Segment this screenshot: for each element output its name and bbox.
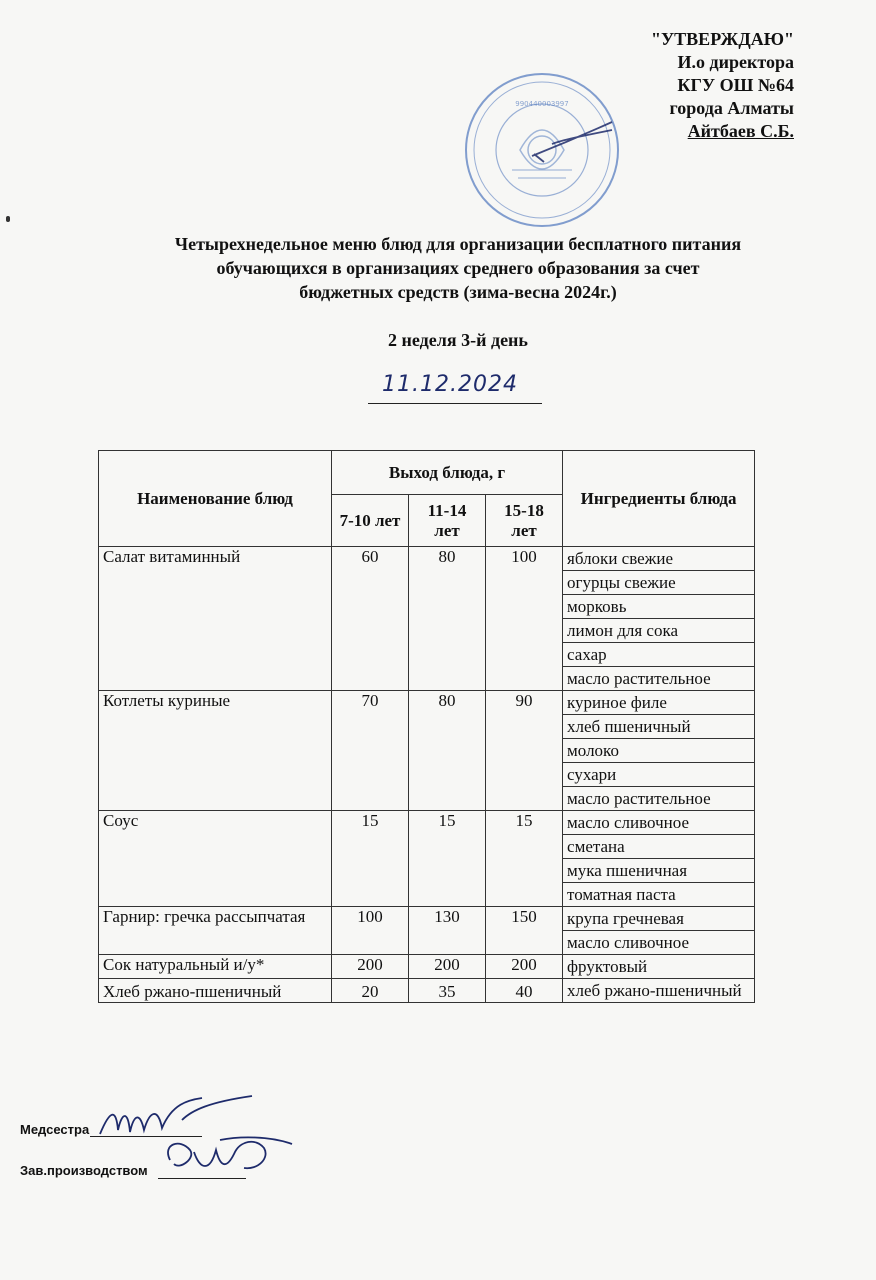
title-line-1: Четырехнедельное меню блюд для организации бесплатного питания	[174, 234, 742, 254]
ingredient: масло растительное	[563, 667, 755, 691]
yield-7-10: 100	[332, 907, 409, 955]
ingredient: морковь	[563, 595, 755, 619]
yield-11-14: 35	[409, 979, 486, 1003]
approval-director-name: Айтбаев С.Б.	[687, 121, 794, 141]
ingredient: молоко	[563, 739, 755, 763]
ingredient: сухари	[563, 763, 755, 787]
approval-block	[638, 28, 794, 143]
ingredient: фруктовый	[563, 955, 755, 979]
approval-heading: "УТВЕРЖДАЮ"	[650, 29, 794, 49]
yield-11-14: 80	[409, 547, 486, 691]
ingredient: масло сливочное	[563, 811, 755, 835]
date-text: 11.12.2024	[382, 372, 518, 397]
yield-11-14: 80	[409, 691, 486, 811]
dish-name: Хлеб ржано-пшеничный	[99, 979, 332, 1003]
yield-15-18: 200	[486, 955, 563, 979]
menu-table-body	[99, 547, 755, 1003]
stamp-number: 990440003997	[515, 100, 569, 108]
dish-row	[99, 979, 755, 1003]
ingredient: сметана	[563, 835, 755, 859]
yield-15-18: 90	[486, 691, 563, 811]
yield-7-10: 200	[332, 955, 409, 979]
dish-name: Котлеты куриные	[99, 691, 332, 811]
approval-city: города Алматы	[669, 98, 794, 118]
ingredient: яблоки свежие	[563, 547, 755, 571]
ingredient: хлеб ржано-пшеничный	[563, 979, 755, 1003]
yield-7-10: 20	[332, 979, 409, 1003]
nurse-label: Медсестра	[20, 1122, 90, 1137]
header-ingredients: Ингредиенты блюда	[563, 451, 755, 547]
ingredient: сахар	[563, 643, 755, 667]
week-day-subtitle: 2 неделя 3-й день	[388, 330, 528, 350]
dish-row	[99, 811, 755, 835]
yield-11-14: 200	[409, 955, 486, 979]
dish-name: Сок натуральный и/у*	[99, 955, 332, 979]
header-yield: Выход блюда, г	[332, 451, 563, 495]
yield-7-10: 60	[332, 547, 409, 691]
document-title	[80, 232, 836, 304]
approval-position: И.о директора	[677, 52, 794, 72]
yield-15-18: 15	[486, 811, 563, 907]
dish-row	[99, 691, 755, 715]
yield-11-14: 130	[409, 907, 486, 955]
ingredient: масло растительное	[563, 787, 755, 811]
yield-7-10: 15	[332, 811, 409, 907]
manager-signature	[160, 1130, 300, 1186]
yield-11-14: 15	[409, 811, 486, 907]
approval-organization: КГУ ОШ №64	[677, 75, 794, 95]
ingredient: куриное филе	[563, 691, 755, 715]
dish-row	[99, 907, 755, 931]
production-manager-label: Зав.производством	[20, 1163, 148, 1178]
ingredient: мука пшеничная	[563, 859, 755, 883]
handwritten-date	[368, 368, 542, 408]
header-age-7-10: 7-10 лет	[332, 495, 409, 547]
yield-7-10: 70	[332, 691, 409, 811]
header-dish-name: Наименование блюд	[99, 451, 332, 547]
ingredient: лимон для сока	[563, 619, 755, 643]
date-underline	[368, 403, 542, 404]
yield-15-18: 40	[486, 979, 563, 1003]
dish-name: Соус	[99, 811, 332, 907]
header-age-15-18: 15-18 лет	[486, 495, 563, 547]
menu-table	[98, 450, 755, 1003]
header-age-11-14: 11-14 лет	[409, 495, 486, 547]
ingredient: томатная паста	[563, 883, 755, 907]
title-line-2: обучающихся в организациях среднего образования за счет	[216, 258, 700, 278]
paper-speck	[6, 216, 10, 222]
dish-row	[99, 955, 755, 979]
ingredient: крупа гречневая	[563, 907, 755, 931]
ingredient: огурцы свежие	[563, 571, 755, 595]
official-stamp	[462, 70, 622, 230]
dish-row	[99, 547, 755, 571]
yield-15-18: 100	[486, 547, 563, 691]
yield-15-18: 150	[486, 907, 563, 955]
dish-name: Гарнир: гречка рассыпчатая	[99, 907, 332, 955]
ingredient: масло сливочное	[563, 931, 755, 955]
title-line-3: бюджетных средств (зима-весна 2024г.)	[299, 282, 617, 302]
ingredient: хлеб пшеничный	[563, 715, 755, 739]
dish-name: Салат витаминный	[99, 547, 332, 691]
